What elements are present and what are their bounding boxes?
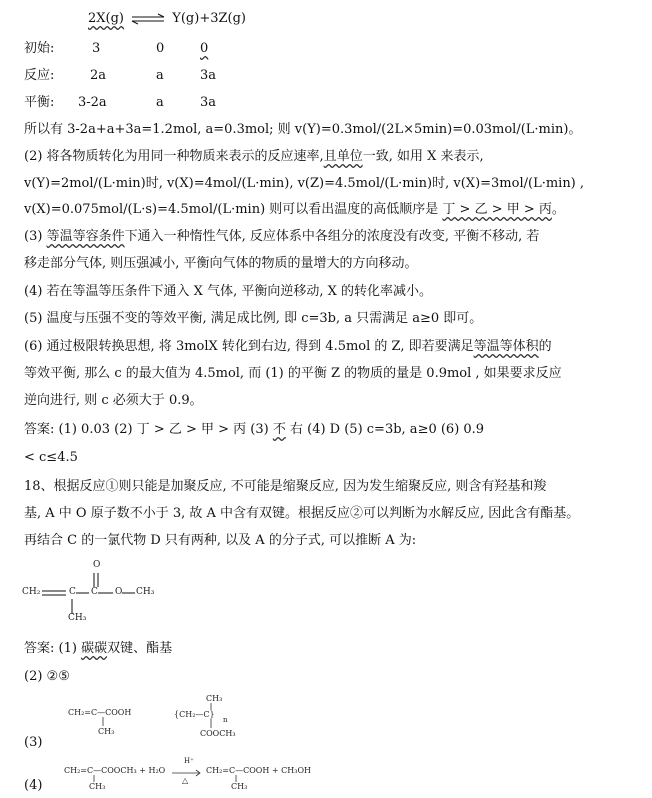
s4-left-ch3: CH₃	[89, 782, 106, 791]
s4-catalyst: H⁺	[184, 757, 194, 765]
structure-a-bond-3-icon	[122, 592, 136, 596]
text-line-5-a: (3)	[24, 229, 43, 244]
answer-18-1-c: 双键、酯基	[107, 641, 173, 656]
s4-heat: △	[182, 776, 189, 785]
text-line-16: 再结合 C 的一氯代物 D 只有两种, 以及 A 的分子式, 可以推断 A 为:	[24, 533, 417, 548]
s3-left-bond-down-icon	[102, 717, 106, 727]
text-line-2-b: 且单位	[323, 149, 363, 164]
ice-x-reaction: 2a	[90, 68, 107, 83]
text-line-15: 基, A 中 O 原子数不小于 3, 故 A 中含有双键。根据反应②可以判断为水解反应, 因此含有酯基。	[24, 506, 580, 521]
ice-z-initial: 0	[200, 41, 209, 56]
reactant: 2X(g)	[88, 11, 124, 26]
ice-z-equilibrium: 3a	[200, 95, 217, 110]
s3-poly-n: n	[223, 716, 228, 724]
equilibrium-arrow-icon	[130, 14, 166, 24]
answer-18-2: (2) ②⑤	[24, 669, 70, 684]
answer-line-1-b: 不	[272, 422, 286, 437]
structure-a-bond-2-icon	[98, 592, 114, 596]
answer-18-1-b: 碳碳	[81, 641, 108, 656]
text-line-11: 逆向进行, 则 c 必须大于 0.9。	[24, 393, 203, 408]
structure-a-o: O	[115, 587, 123, 597]
s3-poly-ch3: CH₃	[206, 694, 223, 703]
text-line-1: 所以有 3-2a+a+3a=1.2mol, a=0.3mol; 则 v(Y)=0.3mol/(2L×5min)=0.03mol/(L·min)。	[24, 122, 582, 137]
s3-left-ch3: CH₃	[98, 727, 115, 736]
text-line-5-b: 等温等容条件	[46, 229, 125, 244]
text-line-4-b: 丁 > 乙 > 甲 > 丙	[442, 202, 552, 217]
text-line-8: (5) 温度与压强不变的等效平衡, 满足成比例, 即 c=3b, a 只需满足 a≥0 即可。	[24, 311, 483, 326]
ice-label-equilibrium: 平衡:	[24, 95, 55, 110]
ice-x-initial: 3	[92, 41, 101, 56]
reaction-equation	[88, 10, 246, 28]
ice-y-equilibrium: a	[156, 95, 164, 110]
text-line-14: 18、根据反应①则只能是加聚反应, 不可能是缩聚反应, 因为发生缩聚反应, 则含有羟基和羧	[24, 479, 547, 494]
text-line-9-c: 的	[538, 339, 552, 354]
ice-y-reaction: a	[156, 68, 164, 83]
text-line-5-c: 下通入一种惰性气体, 反应体系中各组分的浓度没有改变, 平衡不移动, 若	[124, 229, 540, 244]
structure-a-bond-1-icon	[76, 592, 90, 596]
answer-18-3-label: (3)	[24, 735, 43, 750]
text-line-9-a: (6) 通过极限转换思想, 将 3molX 转化到右边, 得到 4.5mol 的 Z, 即若要满足	[24, 339, 474, 354]
products: Y(g)+3Z(g)	[172, 11, 246, 26]
structure-a-double-bond-cc-icon	[42, 590, 68, 598]
answer-line-1-c: 右 (4) D (5) c=3b, a≥0 (6) 0.9	[290, 422, 485, 437]
structure-a-ch3-right: CH₃	[136, 587, 155, 597]
text-line-7: (4) 若在等温等压条件下通入 X 气体, 平衡向逆移动, X 的转化率减小。	[24, 284, 432, 299]
ice-z-reaction: 3a	[200, 68, 217, 83]
ice-label-reaction: 反应:	[24, 68, 55, 83]
answer-18-4-label: (4)	[24, 778, 43, 793]
answer-line-1-a: 答案: (1) 0.03 (2) 丁 > 乙 > 甲 > 丙 (3)	[24, 422, 269, 437]
text-line-5	[24, 228, 539, 246]
text-line-2-a: (2) 将各物质转化为用同一种物质来表示的反应速率,	[24, 149, 324, 164]
text-line-4-c: 。	[551, 202, 565, 217]
text-line-9	[24, 338, 552, 356]
text-line-10: 等效平衡, 那么 c 的最大值为 4.5mol, 而 (1) 的平衡 Z 的物质的量是 0.9mol , 如果要求反应	[24, 366, 562, 381]
text-line-2-c: 一致, 如用 X 来表示,	[362, 149, 484, 164]
s4-right-ch3: CH₃	[231, 782, 248, 791]
s3-poly-cooch3: COOCH₃	[200, 729, 236, 738]
text-line-4-a: v(X)=0.075mol/(L·s)=4.5mol/(L·min) 则可以看出温度的高低顺序是	[24, 202, 439, 217]
answer-18-1	[24, 640, 172, 658]
ice-label-initial: 初始:	[24, 41, 55, 56]
text-line-9-b: 等温等体积	[473, 339, 539, 354]
structure-a-ch3-bottom: CH₃	[68, 613, 87, 623]
structure-a-c1: C	[69, 587, 76, 597]
s4-right: CH₂=C—COOH + CH₃OH	[206, 766, 311, 775]
ice-y-initial: 0	[156, 41, 165, 56]
structure-a-ch2: CH₂	[22, 587, 41, 597]
s3-poly: {CH₂—C}	[174, 710, 215, 719]
answer-line-2: < c≤4.5	[24, 450, 78, 465]
text-line-3: v(Y)=2mol/(L·min)时, v(X)=4mol/(L·min), v(Z)=4.5mol/(L·min)时, v(X)=3mol/(L·min) ,	[24, 176, 585, 191]
s4-left: CH₂=C—COOCH₃ + H₂O	[64, 766, 166, 775]
answer-line-1	[24, 421, 484, 439]
structure-a-o-top: O	[93, 560, 101, 570]
text-line-6: 移走部分气体, 则压强减小, 平衡向气体的物质的量增大的方向移动。	[24, 256, 418, 271]
structure-a-c2: C	[91, 587, 98, 597]
s3-poly-bond-down-icon	[210, 719, 214, 729]
s3-left: CH₂=C—COOH	[68, 708, 132, 717]
text-line-4	[24, 201, 565, 219]
ice-x-equilibrium: 3-2a	[78, 95, 107, 110]
text-line-2	[24, 148, 484, 166]
answer-18-1-a: 答案: (1)	[24, 641, 77, 656]
